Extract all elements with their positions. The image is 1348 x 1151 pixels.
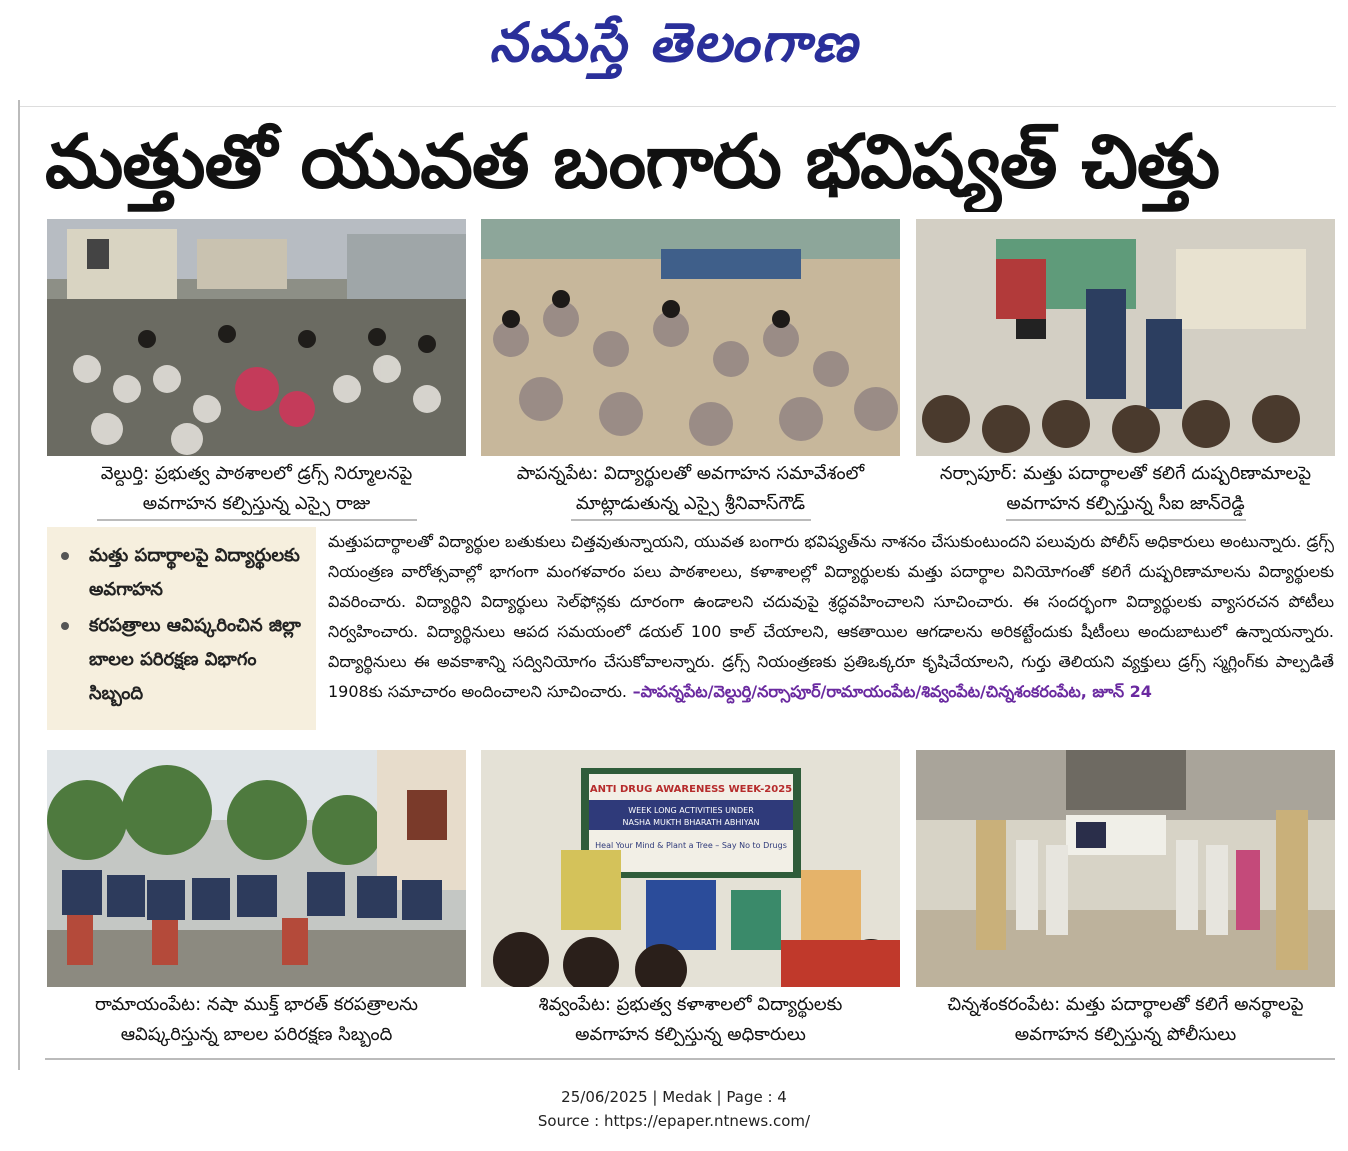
photo-chinnashankarampet	[916, 750, 1335, 987]
ramayampet-photo-image	[47, 750, 466, 987]
caption-chinnashankarampet: చిన్నశంకరంపేట: మత్తు పదార్థాలతో కలిగే అనర్థాలపై అవగాహన కల్పిస్తున్న పోలీసులు	[947, 994, 1304, 1045]
caption-papannapet: పాపన్నపేట: విద్యార్థులతో అవగాహన సమావేశంలో మాట్లాడుతున్న ఎస్సై శ్రీనివాస్‌గౌడ్	[516, 463, 865, 514]
caption-underline	[571, 519, 811, 521]
bullet-dot-icon	[61, 622, 69, 630]
photo-papannapet	[481, 219, 900, 456]
shivampet-photo-image	[481, 750, 900, 987]
masthead-divider	[20, 106, 1336, 107]
caption-shivampet: శివ్వంపేట: ప్రభుత్వ కళాశాలలో విద్యార్థులకు అవగాహన కల్పిస్తున్న అధికారులు	[538, 994, 843, 1045]
newspaper-masthead: నమస్తే తెలంగాణ	[489, 10, 859, 74]
chinnashankarampet-photo-image	[916, 750, 1335, 987]
highlight-item: కరపత్రాలు ఆవిష్కరించిన జిల్లా బాలల పరిరక్షణ విభాగం సిబ్బంది	[61, 609, 301, 711]
caption-underline	[1006, 519, 1246, 521]
footer-edition-info: 25/06/2025 | Medak | Page : 4	[561, 1088, 787, 1106]
banner-line: Heal Your Mind & Plant a Tree – Say No to Drugs	[595, 841, 787, 850]
article-dateline: –పాపన్నపేట/వెల్దుర్తి/నర్సాపూర్/రామాయంపేట/శివ్వంపేట/చిన్నశంకరంపేట, జూన్ 24	[627, 682, 1152, 701]
caption-veldurthi: వెల్దుర్తి: ప్రభుత్వ పాఠశాలలో డ్రగ్స్ నిర్మూలనపై అవగాహన కల్పిస్తున్న ఎస్సై రాజు	[100, 463, 413, 514]
caption-underline	[97, 519, 417, 521]
photo-narsapur	[916, 219, 1335, 456]
highlight-item: మత్తు పదార్థాలపై విద్యార్థులకు అవగాహన	[61, 539, 301, 607]
banner-title: ANTI DRUG AWARENESS WEEK-2025	[589, 784, 793, 795]
footer-divider	[45, 1058, 1335, 1060]
article-body	[328, 527, 1334, 737]
article-headline: మత్తుతో యువత బంగారు భవిష్యత్ చిత్తు	[45, 119, 1220, 205]
article-text: మత్తుపదార్థాలతో విద్యార్థుల బతుకులు చిత్తవుతున్నాయని, యువత బంగారు భవిష్యత్‌ను నాశనం చేసుకుంటుందని పలువురు పోలీస్ అధికారులు అంటున్నారు. డ్రగ్స్ నియంత్రణ వారోత్సవాల్లో భాగంగా మంగళవారం పలు పాఠశాలలు, కళాశాలల్లో విద్యార్థులకు మత్తు పదార్థాల వినియోగంతో కలిగే దుష్పరిణామాలను విద్యార్థులకు వివరించారు. విద్యార్థిని విద్యార్థులు సెల్‌ఫోన్లకు దూరంగా ఉండాలని చదువుపై శ్రద్ధవహించాలని సూచించారు. ఈ సందర్భంగా విద్యార్థులకు వ్యాసరచన పోటీలు నిర్వహించారు. విద్యార్థినులు ఆపద సమయంలో డయల్ 100 కాల్ చేయాలని, ఆకతాయిల ఆగడాలను అరికట్టేందుకు షీటీంలు అందుబాటులో ఉన్నాయన్నారు. విద్యార్థినులు ఈ అవకాశాన్ని సద్వినియోగం చేసుకోవాలన్నారు. డ్రగ్స్ నియంత్రణకు ప్రతిఒక్కరూ కృషిచేయాలని, గుర్తు తెలియని వ్యక్తులు డ్రగ్స్ స్మగ్లింగ్‌కు పాల్పడితే 1908కు సమాచారం అందించాలని సూచించారు.	[328, 532, 1334, 701]
left-column-rule	[18, 100, 20, 1070]
photo-shivampet	[481, 750, 900, 987]
photo-ramayampet	[47, 750, 466, 987]
banner-line: NASHA MUKTH BHARATH ABHIYAN	[622, 818, 760, 827]
narsapur-photo-image	[916, 219, 1335, 456]
papannapet-photo-image	[481, 219, 900, 456]
veldurthi-photo-image	[47, 219, 466, 456]
caption-narsapur: నర్సాపూర్: మత్తు పదార్థాలతో కలిగే దుష్పరిణామాలపై అవగాహన కల్పిస్తున్న సీఐ జాన్‌రెడ్డి	[939, 463, 1312, 514]
footer-source-link[interactable]: Source : https://epaper.ntnews.com/	[537, 1112, 811, 1130]
banner-line: WEEK LONG ACTIVITIES UNDER	[628, 806, 754, 815]
bullet-dot-icon	[61, 552, 69, 560]
highlights-box	[47, 527, 316, 730]
caption-ramayampet: రామాయంపేట: నషా ముక్త్ భారత్ కరపత్రాలను ఆవిష్కరిస్తున్న బాలల పరిరక్షణ సిబ్బంది	[94, 994, 419, 1045]
photo-veldurthi	[47, 219, 466, 456]
